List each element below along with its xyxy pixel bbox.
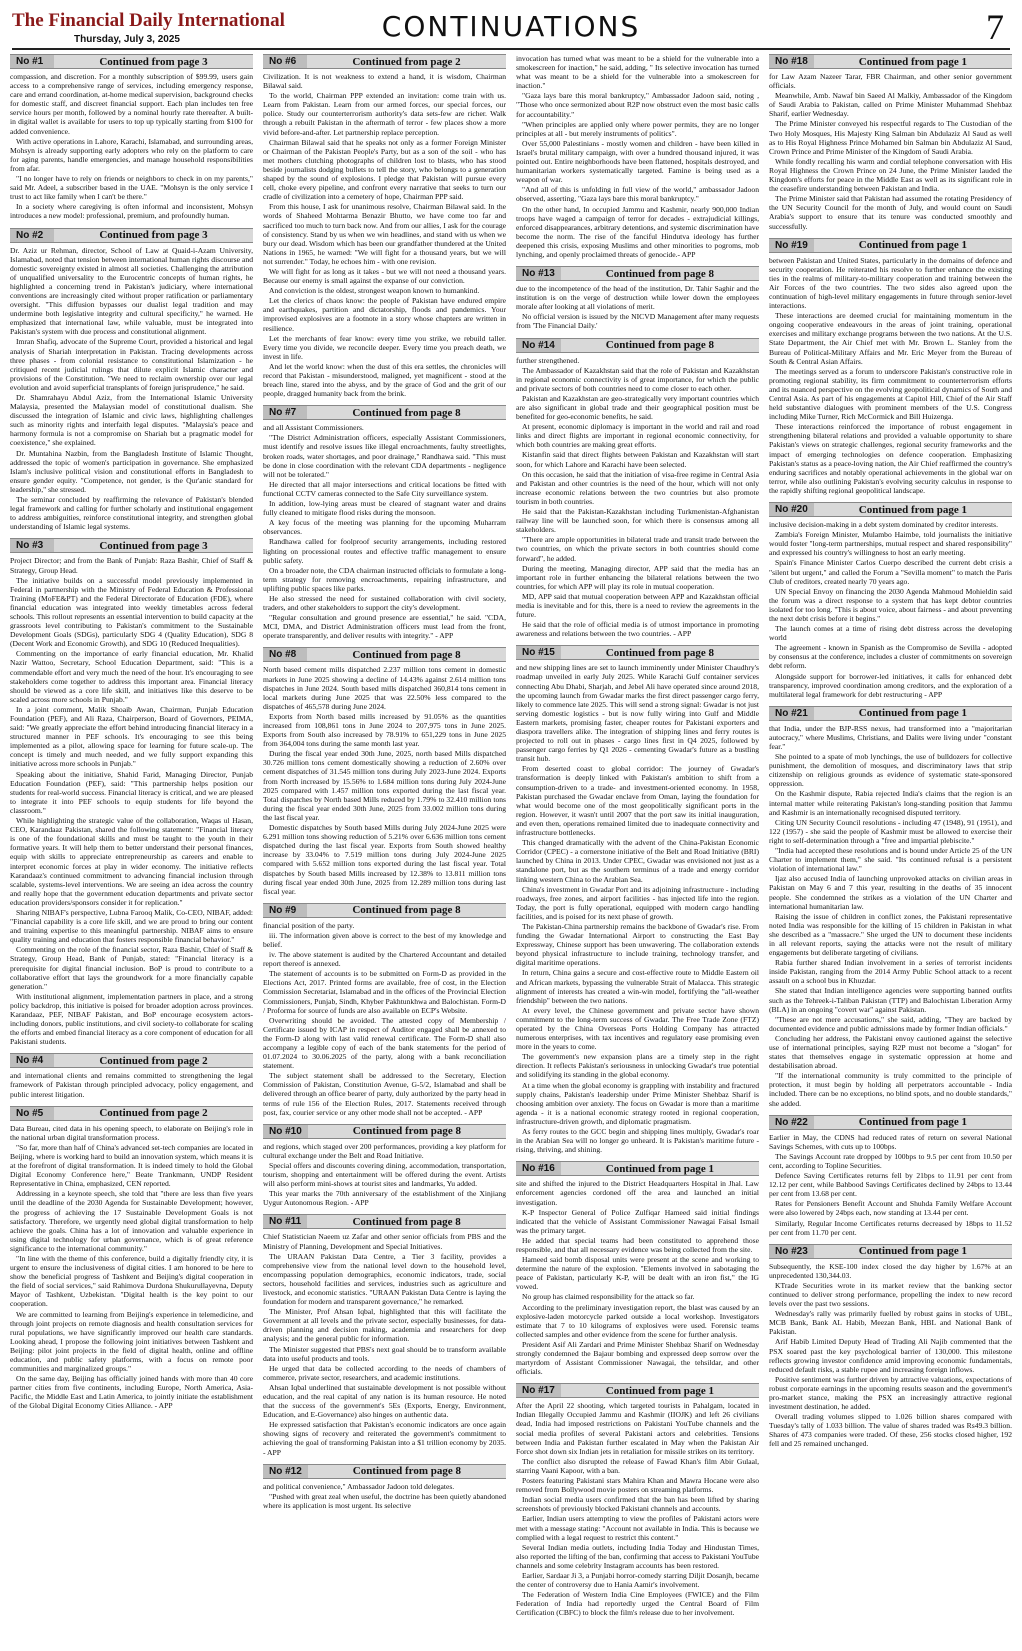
paragraph: From deserted coast to global corridor: The journey of Gwadar's transformation is deeply linked with Pakistan's ambition to shift from a consumption-driven to a trade- and investment-oriented economy. In 1958, Pakistan purchased the Gwadar enclave from Oman, laying the foundation for what would become one of the most geopolitically significant ports in the region. However, it wasn't until 2007 that the port saw its initial inauguration, and even then, operations remained limited due to inadequate connectivity and infrastructure bottlenecks. xyxy=(516,764,759,838)
paragraph: He also stressed the need for sustained collaboration with civil society, traders, and other stakeholders to support the city's development. xyxy=(263,593,506,613)
paragraph: site and shifted the injured to the District Headquarters Hospital in Jhal. Law enforcement agencies cordoned off the area and launched an initial investigation. xyxy=(516,1179,759,1207)
article-body xyxy=(516,1401,759,1617)
paragraph: Over 55,000 Palestinians - mostly women and children - have been killed in Israel's brutal military campaign, with over a hundred thousand injured, it was pointed out. Entire neighborhoods have been flattened, hospitals destroyed, and humanitarian workers systematically targeted. Famine is being used as a weapon of war. xyxy=(516,138,759,185)
paragraph: He added that special teams had been constituted to apprehend those responsible, and that all necessary evidence was being collected from the site. xyxy=(516,1235,759,1254)
article xyxy=(769,54,1012,232)
paragraph: Wednesday's rally was primarily fuelled by robust gains in stocks of UBL, MCB Bank, Bank AL Habib, Meezan Bank, HBL and National Bank of Pakistan. xyxy=(769,1309,1012,1337)
paragraph: Commenting on the role of the financial sector, Raza Bashir, Chief of Staff & Strategy, Group Head, Bank of Punjab, stated: "Financial literacy is a prerequisite for digital financial inclusion. BoP is proud to contribute to a collaborative effort that lays the groundwork for a more financially capable generation." xyxy=(10,945,253,991)
article-header xyxy=(769,1115,1012,1130)
paragraph: iv. The above statement is audited by the Chartered Accountant and detailed report thereof is annexed. xyxy=(263,950,506,969)
paragraph: Positive sentiment was further driven by attractive valuations, expectations of robust corporate earnings in the upcoming results season and the government's pro-market stance, making the PSX an increasingly attractive regional investment destination, he added. xyxy=(769,1374,1012,1412)
paragraph: Overall trading volumes slipped to 1.026 billion shares compared with Tuesday's tally of 1.033 billion. The value of shares traded was Rs49.3 billion. Shares of 473 companies were traded. Of these, 256 stocks closed higher, 192 fell and 25 remained unchanged. xyxy=(769,1412,1012,1449)
paragraph: The Savings Account rate dropped by 100bps to 9.5 per cent from 10.50 per cent, according to Topline Securities. xyxy=(769,1151,1012,1170)
article-number: No #23 xyxy=(769,1245,814,1258)
column-1 xyxy=(10,54,253,1644)
paragraph: Domestic dispatches by South based Mills during July 2024-June 2025 were 6.291 million tons showing reduction of 5.21% over 6.636 million tons cement dispatched during the last fiscal year. Exports from South showed healthy increase by 33.04% to 7.519 million tons during July 2024-June 2025 compared with 5.652 million tons exported during the last fiscal year. Total dispatches by South based Mills increased by 12.38% to 13.811 million tons during fiscal year ended 30th June, 2025 from 12.289 million tons during last fiscal year. xyxy=(263,823,506,896)
article xyxy=(516,266,759,331)
paragraph: Dr. Aziz ur Rehman, director, School of Law at Quaid-i-Azam University, Islamabad, noted that tension between international human rights discourse and domestic sovereignty existed in almost all societies. Challenging the attribution of unqualified universality to the Eurocentric concepts of human rights, he highlighted a concerning trend in Pakistan's judiciary, where international conventions are increasingly cited without proper ratification or parliamentary oversight. "This diffusion bypasses our dualist legal tradition and may undermine both legislative integrity and cultural specificity," he warned. He emphasized that international law, while valuable, must be integrated into Pakistan's system with due process and constitutional alignment. xyxy=(10,245,253,337)
continuation-label: Continued from page 8 xyxy=(352,1215,461,1228)
paragraph: inclusive decision-making in a debt system dominated by creditor interests. xyxy=(769,520,999,530)
article-header xyxy=(769,502,1012,517)
paragraph: "These are not mere accusations," she said, adding, "They are backed by documented evidence and public admissions made by former Indian officials." xyxy=(769,1014,1012,1033)
paragraph: Kistanfin said that direct flights between Pakistan and Kazakhstan will start soon, for which Lahore and Karachi have been selected. xyxy=(516,450,759,469)
article-header xyxy=(10,538,253,553)
paragraph: Let the merchants of fear know: every time you strike, we rebuild taller. Every time you divide, we reconcile deeper. Every time you preach death, we invest in life. xyxy=(263,333,506,361)
continuation-label: Continued from page 2 xyxy=(99,1107,208,1120)
article xyxy=(10,228,253,533)
article-header xyxy=(10,1106,253,1121)
paragraph: In return, China gains a secure and cost-effective route to Middle Eastern oil and African markets, bypassing the vulnerable Strait of Malacca. This strategic alignment of interests has created a win-win model, fortifying the "all-weather friendship" between the two nations. xyxy=(516,968,759,1005)
paragraph: UN Special Envoy on financing the 2030 Agenda Mahmoud Mohieldin said the forum was a direct response to a system that has kept debtor countries isolated for too long. "This is about voice, about fairness - and about preventing the next debt crisis before it begins." xyxy=(769,586,1012,623)
article-body xyxy=(10,72,253,221)
paragraph: President Asif Ali Zardari and Prime Minister Shehbaz Sharif on Wednesday strongly condemned the Bajaur bombing and expressed deep sorrow over the martyrdom of Assistant Commissioner Nawagai, the tehsildar, and other officials. xyxy=(516,1339,759,1377)
paragraph: While fondly recalling his warm and cordial telephone conversation with His Royal Highness the Crown Prince on 24 June, the Prime Minister lauded the Kingdom's efforts for peace in the Middle East as well as its significant role in the ceasefire understanding between Pakistan and India. xyxy=(769,156,1012,194)
continuation-label: Continued from page 8 xyxy=(605,646,715,659)
article xyxy=(10,1106,253,1412)
paragraph: "So far, more than half of China's advanced set-tech companies are located in Beijing, where is working hard to build an innovation system, which means it is at the forefront of digital transformation. It is indeed timely to hold the Global Digital Economy Conference here," Beate Trankmann, UNDP Resident Representative in China, emphasized, CEN reported. xyxy=(10,1142,253,1189)
paragraph: She stated that Indian intelligence agencies were supporting banned outfits such as the Tehreek-i-Taliban Pakistan (TTP) and Balochistan Liberation Army (BLA) in an ongoing "covert war" against Pakistan. xyxy=(769,986,1012,1014)
continuation-label: Continued from page 3 xyxy=(99,55,208,68)
article-number: No #3 xyxy=(10,539,54,552)
article xyxy=(769,706,1012,1109)
paragraph: The Prime Minister conveyed his respectful regards to The Custodian of the Two Holy Mosques, His Majesty King Salman bin Abdulaziz Al Saud as well as to His Royal Highness Prince Mohamed bin Salman bin Abdulaziz Al Saud, Crown Prince and Prime Minister of the Kingdom of Saudi Arabia. xyxy=(769,119,1012,156)
paragraph: Dr. Shamrahayu Abdul Aziz, from the International Islamic University Malaysia, presented the Malaysian model of constitutional dualism. She discussed the integration of Islamic and civic laws, highlighting challenges such as minority rights and interfaith legal disputes. "Malaysia's peace and harmony formula is not a compromise on Shariah but a pragmatic model for coexistence," she explained. xyxy=(10,393,253,448)
article-body xyxy=(516,54,759,259)
paragraph: In addition, low-lying areas must be cleared of stagnant water and drains fully cleaned to mitigate flood risks during the monsoon. xyxy=(263,499,506,518)
article-header xyxy=(769,238,1012,253)
continuation-label: Continued from page 1 xyxy=(858,503,968,516)
paragraph: At a time when the global economy is grappling with instability and fractured supply chains, Pakistan's leadership under Prime Minister Shehbaz Sharif is choosing ambition over anxiety. The focus on Gwadar is more than a maritime agenda - it is a national economic strategy rooted in regional cooperation, infrastructure-driven growth, and diplomatic pragmatism. xyxy=(516,1080,759,1126)
paragraph: The Federation of Western India Cine Employees (FWICE) and the Film Federation of India had reportedly urged the Central Board of Film Certification (CBFC) to block the film's release due to her involvement. xyxy=(516,1590,759,1618)
paragraph: Randhawa called for foolproof security arrangements, including restored lighting on processional routes and effective traffic management to ensure public safety. xyxy=(263,537,506,565)
paragraph: Alongside support for borrower-led initiatives, it calls for enhanced debt transparency, improved coordination among creditors, and the exploration of a multilateral legal framework for debt restructuring - APP xyxy=(769,671,1012,699)
article-number: No #6 xyxy=(263,55,307,68)
paragraph: Earlier, Indian users attempting to view the profiles of Pakistani actors were met with a message stating: "Account not available in India. This is because we complied with a legal request to restrict this content." xyxy=(516,1514,759,1542)
article-columns xyxy=(10,54,1012,1644)
paragraph: "If the international community is truly committed to the principle of protection, it must begin by holding all perpetrators accountable - India included. There can be no exceptions, no blind spots, and no double standards," she added. xyxy=(769,1071,1012,1108)
paragraph: and regions, which staged over 200 performances, providing a key platform for cultural exchange under the Belt and Road Initiative. xyxy=(263,1141,506,1160)
paragraph: No group has claimed responsibility for the attack so far. xyxy=(522,1292,695,1302)
article-header xyxy=(10,228,253,243)
article-body xyxy=(263,423,506,640)
article-header xyxy=(769,1244,1012,1259)
paragraph: Concluding her address, the Pakistani envoy cautioned against the selective use of international principles, saying R2P must not become a "slogan" for states that themselves engage in systematic oppression at home and destabilisation abroad. xyxy=(769,1033,1012,1071)
article-header xyxy=(263,1464,506,1479)
article-header xyxy=(263,647,506,662)
paragraph: MD, APP said that mutual cooperation between APP and Kazakhstan official media is inevitable and for this, there is a need to review the agreements in the future. xyxy=(516,591,759,620)
paragraph: compassion, and discretion. For a monthly subscription of $99.99, users gain access to a comprehensive range of services, including emergency response, care and errand coordination, at-home medical supervision, background checks for domestic staff, and discreet financial support. Each plan includes ten free service hours per month, followed by a nominal hourly rate thereafter. A built-in digital wallet is available for users to top up typically starting from $100 for added convenience. xyxy=(10,72,253,136)
article xyxy=(10,1053,253,1099)
paragraph: The meetings served as a forum to underscore Pakistan's constructive role in promoting regional stability, its firm commitment to counterterrorism efforts and its nuanced perspective on the evolving geopolitical dynamics of South and Central Asia. As part of his engagements at Capitol Hill, Chief of the Air Staff held substantive dialogues with prominent members of the U.S. Congress including Mike Turner, Rich McCormick and Bill Huizenga. xyxy=(769,366,1012,422)
paragraph: Citing UN Security Council resolutions - including 47 (1948), 91 (1951), and 122 (1957) - she said the people of Kashmir must be allowed to exercise their right to self-determination through a "free and impartial plebiscite." xyxy=(769,817,1012,845)
article xyxy=(263,647,506,896)
paragraph: further strengthened. xyxy=(516,355,580,365)
paragraph: In a joint comment, Malik Shoaib Awan, Chairman, Punjab Education Foundation (PEF), and Ali Raza, Chairperson, Board of Governors, PEIMA, said: "We greatly appreciate the effort behind introducing financial literacy in a structured manner in PEF schools. It's encouraging to see this being implemented as a pilot, allowing space for learning for future scale-up. The concept is timely and much needed, and we fully support expanding this initiative across more schools in Punjab." xyxy=(10,704,253,769)
paragraph: North based cement mills dispatched 2.237 million tons cement in domestic markets in June 2025 showing a decline of 14.43% against 2.614 million tons dispatches in June 2024. South based mills dispatched 360,814 tons cement in local markets during June 2025 that was 22.50% less compared to the dispatches of 465,578 during June 2024. xyxy=(263,665,506,711)
article-body xyxy=(769,1262,1012,1449)
article-number: No #19 xyxy=(769,239,814,252)
article-body xyxy=(263,1482,506,1510)
paragraph: The seminar concluded by reaffirming the relevance of Pakistan's blended legal framework and calling for further scholarly and institutional engagement to address ambiguities, reinforce constitutional integrity, and strengthen global understanding of Islamic legal systems. xyxy=(10,495,253,532)
paragraph: The Minister, Prof Ahsan Iqbal, highlighted that this will facilitate the Government at all levels and the private sector, especially businesses, for data-driven planning and decision making, academia and researchers for deep analysis; and the general public for information. xyxy=(263,1307,506,1344)
article-body xyxy=(10,556,253,1046)
paragraph: While highlighting the strategic value of the collaboration, Waqas ul Hasan, CEO, Karandaaz Pakistan, shared the following statement: "Financial literacy is one of the foundational skills and must be taught to the youth in their formative years. It will help them to better understand their personal finances, equip with skills to appreciate entrepreneurship as careers and enable to interpret economic forces at play in wider economy. The initiative reflects Karandaaz's continued commitment to advancing financial inclusion through scalable, systems-level interventions. We are seeing an idea across the country and really hope that the government education departments and private sector education providers/sponsors consider it for replication." xyxy=(10,816,253,907)
paragraph: "The District Administration officers, especially Assistant Commissioners, must identify and resolve issues like illegal encroachments, faulty streetlights, broken roads, water shortages, and poor drainage," Randhawa said. "This must be done in close coordination with the relevant CDA departments - negligence will not be tolerated." xyxy=(263,433,506,479)
paragraph: Addressing in a keynote speech, she told that "there are less than five years until the deadline of the 2030 Agenda for Sustainable Development; however, the progress of achieving the 17 Sustainable Development Goals is not satisfactory. Therefore, we urgently need global digital transformation to help achieve the goals. China has a lot of innovation and valuable experience in using digital technology for urban governance, which is of great reference significance to the international community." xyxy=(10,1189,253,1253)
continuation-label: Continued from page 1 xyxy=(858,1116,968,1129)
paragraph: Indian social media users confirmed that the ban has been lifted by sharing screenshots of previously blocked Pakistani channels and accounts. xyxy=(516,1495,759,1514)
paragraph: The Minister suggested that PBS's next goal should be to transform available data into useful products and tools. xyxy=(263,1344,506,1363)
article-number: No #15 xyxy=(516,646,561,659)
paragraph: "Regular consultation and ground presence are essential," he said. "CDA, MCI, DMA, and District Administration officers must lead from the front, operate transparently, and deliver results with integrity." - APP xyxy=(263,613,506,641)
article-body xyxy=(10,1071,253,1098)
paragraph: invocation has turned what was meant to be a shield for the vulnerable into a smokescreen for inaction," he said, adding, " Its selective invocation has turned what was meant to be a shield for the vulnerable into a smokescreen for inaction." xyxy=(516,54,759,91)
paragraph: And conviction is the oldest, strongest weapon known to humankind. xyxy=(269,286,480,296)
article-body xyxy=(769,724,1012,1108)
paragraph: He said that the role of official media is of utmost importance in promoting awareness and relations between the two countries. - APP xyxy=(516,620,759,639)
article xyxy=(263,405,506,641)
paragraph: Earlier in May, the CDNS had reduced rates of return on several National Savings Schemes, with cuts up to 100bps. xyxy=(769,1132,1012,1151)
article xyxy=(10,538,253,1047)
article-header xyxy=(263,903,506,918)
paragraph: On this occasion, he said that the initiation of visa-free regime in Central Asia and Pakistan and other countries is the need of the hour, which will not only increase economic relations between the two countries but also promote tourism in both countries. xyxy=(516,469,759,506)
paragraph: Sharing NIBAF's perspective, Lubna Farooq Malik, Co-CEO, NIBAF, added: "Financial capability is a core life skill, and we are proud to bring our content and training expertise to this meaningful partnership. NIBAF aims to ensure quality training and education that fosters responsible financial behavior." xyxy=(10,907,253,945)
article xyxy=(263,1214,506,1457)
article-body xyxy=(769,256,1012,495)
paragraph: On the same day, Beijing has officially joined hands with more than 40 core partner cities from five continents, including Europe, North America, Asia-Pacific, the Middle East and Latin America, to jointly initiate the establishment of the Global Digital Economy Cities Alliance. - APP xyxy=(10,1374,253,1411)
article-number: No #8 xyxy=(263,648,307,661)
paragraph: The statement of accounts is to be submitted on Form-D as provided in the Elections Act, 2017. Printed forms are available, free of cost, in the Election Commission Secretariat, Islamabad and in the offices of the Provincial Election Commissioners, Punjab, Sindh, Khyber Pakhtunkhwa and Balochistan. Form-D / Proforma for source of funds are also available on ECP's Website. xyxy=(263,969,506,1015)
paragraph: "And all of this is unfolding in full view of the world," ambassador Jadoon observed, asserting, "Gaza lays bare this moral bankruptcy." xyxy=(516,185,759,204)
paragraph: Subsequently, the KSE-100 index closed the day higher by 1.67% at an unprecedented 130,344.03. xyxy=(769,1261,1012,1280)
article-number: No #4 xyxy=(10,1054,54,1067)
paragraph: We will fight for as long as it takes - but we will not need a thousand years. Because our enemy is small against the expanse of our conviction. xyxy=(263,266,506,286)
paragraph: Commenting on the importance of early financial education, Mr. Khalid Nazir Wattoo, Secretary, School Education Department, said: "This is a commendable effort and very much the need of the hour. It's encouraging to see stakeholders come together to address this important area. Financial literacy should be viewed as a core life skill, and initiatives like this deserve to be scaled across more schools in Punjab." xyxy=(10,649,253,704)
paragraph: that India, under the BJP-RSS nexus, had transformed into a "majoritarian autocracy," where Muslims, Christians, and Dalits were living under "constant fear." xyxy=(769,723,1012,751)
paragraph: Arif Habib Limited Deputy Head of Trading Ali Najib commented that the PSX soared past the key psychological barrier of 130,000. This milestone reflects growing investor confidence amid improving economic fundamentals, reduced default risks, a stable rupee and increasing foreign inflows. xyxy=(769,1337,1012,1374)
article xyxy=(10,54,253,222)
paragraph: Civilization. It is not weakness to extend a hand, it is wisdom, Chairman Bilawal said. xyxy=(263,72,506,91)
paragraph: KTrade Securities wrote in its market review that the banking sector continued to deliver strong performance, propelling the index to new record levels over the past two sessions. xyxy=(769,1280,1012,1309)
paragraph: To the world, Chairman PPP extended an invitation: come train with us. Learn from Pakistan. Learn from our armed forces, our special forces, our police. Study our counterterrorism authority's data sets-few are richer. Walk through a rebuilt Pakistan in the aftermath of terror - few places show a more vivid before-and-after. Let partnership replace perception. xyxy=(263,91,506,137)
continuation-label: Continued from page 8 xyxy=(352,648,461,661)
paragraph: Several Indian media outlets, including India Today and Hindustan Times, also reported the lifting of the ban, confirming that access to Pakistani YouTube channels and some celebrity Instagram accounts has been restored. xyxy=(516,1542,759,1570)
paragraph: We are committed to learning from Beijing's experience in telemedicine, and through joint projects on remote diagnosis and health consultation services for rural populations, we have significantly improved our health care standards. Looking ahead, I propose the following joint initiatives between Tashkent and Beijing: pilot joint projects in the field of digital health, online and offline education, and public safety platforms, with a focus on remote poor communities and marginalized groups." xyxy=(10,1309,253,1374)
paragraph: The URAAN Pakistan Data Centre, a Tier 3 facility, provides a comprehensive view from the national level down to the household level, encompassing population demographics, economic indicators, trade, social sectors, household facilities and services, industries such as agriculture and livestock, and economic statistics. "URAAN Pakistan Data Centre is laying the foundation for modern and transparent governance," he remarked. xyxy=(263,1251,506,1307)
article-header xyxy=(10,54,253,69)
paragraph: In a society where caregiving is often informal and inconsistent, Mohsyn introduces a new model: professional, premium, and profoundly human. xyxy=(10,202,253,221)
article xyxy=(263,903,506,1118)
paragraph: Overwriting should be avoided. The attested copy of Membership / Certificate issued by ICAP in respect of Auditor engaged shall be annexed to the Form-D along with last valid renewal certificate. The Form-D shall also accompany a legible copy of each of the bank statements for the period of 01.07.2024 to 30.06.2025 of the party, along with a bank reconciliation statement. xyxy=(263,1015,506,1071)
paragraph: Imran Shafiq, advocate of the Supreme Court, provided a historical and legal analysis of Shariah interpretation in Pakistan. Tracing developments across three phases - from colonial resistance to constitutional Islamization - he critiqued recent judicial rulings that dilute explicit Islamic character and provisions of the Constitution. "We need to reclaim ownership over our legal evolution and avoid superficial transplants of foreign jurisprudence," he said. xyxy=(10,337,253,392)
paragraph: Zambia's Foreign Minister, Mulambo Haimbe, told journalists the initiative would foster "long-term partnerships, mutual respect and shared responsibility" and expressed his country's willingness to host an early meeting. xyxy=(769,530,1012,558)
paragraph: These interactions are deemed crucial for maintaining momentum in the ongoing cooperative endeavours in the areas of joint training, operational exercises and military exchange programs between the two nations. At the U.S. State Department, the Air Chief met with Mr. Brown L. Stanley from the Bureau of Political-Military Affairs and Mr. Eric Meyer from the Bureau of South & Central Asian Affairs. xyxy=(769,311,1012,366)
article-number: No #20 xyxy=(769,503,814,516)
paragraph: Posters featuring Pakistani stars Mahira Khan and Mawra Hocane were also removed from Bollywood movie posters on streaming platforms. xyxy=(516,1476,759,1495)
paragraph: At every level, the Chinese government and private sector have shown commitment to the long-term success of Gwadar. The Free Trade Zone (FTZ) operated by the China Overseas Ports Holding Company has attracted numerous enterprises, with tax incentives and regulatory ease promising even more in the years to come. xyxy=(516,1005,759,1052)
article-body xyxy=(769,520,1012,699)
paragraph: Let the clerics of chaos know: the people of Pakistan have endured empire and earthquakes, partition and dictatorship, floods and pandemics. Your improvised explosives are a footnote in a story whose chapters are written in resilience. xyxy=(263,296,506,333)
article-header xyxy=(516,1383,759,1398)
column-2 xyxy=(263,54,506,1644)
article-number: No #1 xyxy=(10,55,54,68)
paragraph: The subject statement shall be addressed to the Secretary, Election Commission of Pakistan, Constitution Avenue, G-5/2, Islamabad and shall be delivered through an office bearer of party, duly authorized by the party head in terms of rule 156 of the Election Rules, 2017. Statements received through post, fax, courier service or any other mode shall not be accepted. - APP xyxy=(263,1071,506,1117)
paragraph: Project Director; and from the Bank of Punjab: Raza Bashir, Chief of Staff & Strategy, Group Head. xyxy=(10,556,253,575)
article-number: No #18 xyxy=(769,55,814,68)
article-number: No #22 xyxy=(769,1116,814,1129)
paragraph: The government's new expansion plans are a timely step in the right direction. It reflects Pakistan's seriousness in unlocking Gwadar's true potential and solidifying its standing in the global economy. xyxy=(516,1052,759,1080)
paragraph: According to the preliminary investigation report, the blast was caused by an explosive-laden motorcycle parked outside a local workshop. Investigators estimate that 7 to 10 kilograms of explosives were used. Forensic teams collected samples and other evidence from the scene for further analysis. xyxy=(516,1302,759,1339)
continuation-label: Continued from page 1 xyxy=(605,1162,715,1175)
article-header xyxy=(769,54,1012,69)
page-number: 7 xyxy=(986,7,1004,47)
article-header xyxy=(263,1214,506,1229)
paragraph: "When principles are applied only where power permits, they are no longer principles at all - but merely instruments of politics". xyxy=(516,119,759,138)
paragraph: He urged that data be collected according to the needs of chambers of commerce, private sector, researchers, and academic institutions. xyxy=(263,1363,506,1382)
paragraph: With institutional alignment, implementation partners in place, and a strong policy backdrop, this initiative is poised for broader adoption across provinces. Karandaaz, PEF, NIBAF Pakistan, and BoP encourage ecosystem actors-including donors, public institutions, and civil society-to collaborate for scaling the efforts and embed financial literacy as a core component of education for all Pakistani students. xyxy=(10,991,253,1047)
article-header xyxy=(516,1161,759,1176)
paragraph: A key focus of the meeting was planning for the upcoming Muharram observances. xyxy=(263,518,506,537)
paragraph: financial position of the party. xyxy=(263,920,355,930)
continuation-label: Continued from page 1 xyxy=(605,1384,715,1397)
continuation-label: Continued from page 2 xyxy=(99,1054,208,1067)
paragraph: Data Bureau, cited data in his opening speech, to elaborate on Beijing's role in the national urban digital transformation process. xyxy=(10,1123,253,1142)
paragraph: Pakistan and Kazakhstan are geo-strategically very important countries which are also significant in global trade and their geographical position must be benefited for geo-economic benefits, he said. xyxy=(516,393,759,422)
paragraph: These interactions reinforced the importance of robust engagement in strengthening bilateral relations and provided a valuable opportunity to share Pakistan's views on strategic challenges, regional security frameworks and the impact of emerging technologies on defence cooperation. Emphasizing Pakistan's status as a peace-loving nation, the Air Chief reaffirmed the country's enduring sacrifices and notably operational achievements in the global war on terror, while also outlining Pakistan's evolving security calculus in response to the rapidly shifting regional geopolitical landscape. xyxy=(769,422,1012,495)
paragraph: and political convenience," Ambassador Jadoon told delegates. xyxy=(263,1481,455,1491)
paragraph: He expressed satisfaction that Pakistan's economic indicators are once again showing signs of recovery and reiterated the government's commitment to achieving the goal of transforming Pakistan into a $1 trillion economy by 2035. - APP xyxy=(263,1420,506,1457)
paragraph: Ijaz also accused India of launching unprovoked attacks on civilian areas in Pakistan on May 6 and 7 this year, resulting in the deaths of 35 innocent people. She condemned the strikes as a violation of the UN Charter and international humanitarian law. xyxy=(769,874,1012,911)
paragraph: And let the world know: when the dust of this era settles, the chronicles will record that Pakistan - misunderstood, maligned, yet magnificent - stood at the breach line, stared into the abyss, and by the grace of God and the grit of our people, dragged humanity back from the brink. xyxy=(263,361,506,399)
paragraph: Exports from North based mills increased by 91.05% as the quantities increased from 108,861 tons in June 2024 to 207,975 tons in June 2025. Exports from South also increased by 78.91% to 651,229 tons in June 2025 from 364,004 tons during the same month last year. xyxy=(263,711,506,749)
article-header xyxy=(263,405,506,420)
continuation-label: Continued from page 8 xyxy=(352,1125,462,1138)
paragraph: between Pakistan and United States, particularly in the domains of defence and security cooperation. He reiterated his resolve to further enhance the existing ties in the realms of military-to-military cooperation and training between the Air Forces of the two countries. The two sides also agreed upon the continuation of high-level military engagements in future through senior-level interactions. xyxy=(769,255,1012,311)
article xyxy=(263,1464,506,1511)
article-header xyxy=(263,54,506,69)
article-body xyxy=(263,921,506,1117)
paragraph: Similarly, Regular Income Certificates returns decreased by 18bps to 11.52 per cent from 11.70 per cent. xyxy=(769,1218,1012,1237)
article-header xyxy=(263,1124,506,1139)
paragraph: iii. The information given above is correct to the best of my knowledge and belief. xyxy=(263,930,506,949)
paragraph: "There are ample opportunities in bilateral trade and transit trade between the two countries, on which the private sectors in both countries should come forward", he added. xyxy=(516,535,759,563)
article-number: No #11 xyxy=(263,1215,307,1228)
paragraph: The conflict also disrupted the release of Fawad Khan's film Abir Gulaal, starring Vaani Kapoor, with a ban. xyxy=(516,1456,759,1475)
paragraph: He directed that all major intersections and critical locations be fitted with functional CCTV cameras connected to the Safe City surveillance system. xyxy=(263,479,506,498)
article-number: No #5 xyxy=(10,1107,54,1120)
paragraph: The agreement - known in Spanish as the Compromiso de Sevilla - adopted by consensus at the conference, includes a cluster of commitments on sovereign debt reform. xyxy=(769,643,1012,671)
continuation-label: Continued from page 8 xyxy=(605,267,715,280)
article xyxy=(516,1383,759,1618)
article-header xyxy=(10,1053,253,1068)
paragraph: This year marks the 70th anniversary of the establishment of the Xinjiang Uygur Autonomous Region. - APP xyxy=(263,1189,506,1208)
article-body xyxy=(516,663,759,1154)
paragraph: Chief Statistician Naeem uz Zafar and other senior officials from PBS and the Ministry of Planning, Development and Special Initiatives. xyxy=(263,1232,506,1251)
paragraph: China's investment in Gwadar Port and its adjoining infrastructure - including roadways, free zones, and airport facilities - has injected life into the region. Today, the port is fully operational, equipped with modern cargo handling facilities, and is poised for its next phase of growth. xyxy=(516,884,759,921)
paragraph: He said that the Pakistan-Kazakhstan including Turkmenistan-Afghanistan railway line will be launched soon, for which there is consensus among all stakeholders. xyxy=(516,507,759,535)
paragraph: and new shipping lines are set to launch imminently under Minister Chaudhry's roadmap unveiled in early July 2025. While Karachi Gulf container services connecting Abu Dhabi, Sharjah, and Jebel Ali have operated since around 2018, the upcoming launch from Gwadar marks the first direct passenger cargo ferry, likely to commence late 2025. This will send a strong signal: Gwadar is not just serving domestic logistics - but is now fully wiring into Gulf and Middle Eastern markets, promising faster, cheaper routes for Pakistani exporters and diaspora travellers alike. The integration of shipping lines and ferry routes is projected to roll out in phases - cargo lines first in Q4 2025, followed by passenger cargo ferries by Q1 2026 - cementing Gwadar's future as a bustling transit hub. xyxy=(516,663,759,764)
paragraph: The Ambassador of Kazakhstan said that the role of Pakistan and Kazakhstan in regional economic connectivity is of great importance, for which the public and private sectors of both countries need to come closer to each other. xyxy=(516,365,759,393)
continuation-label: Continued from page 2 xyxy=(352,55,461,68)
paragraph: After the April 22 shooting, which targeted tourists in Pahalgam, located in Indian Illegally Occupied Jammu and Kashmir (IIOJK) and left 26 civilians dead, India had imposed restrictions on Pakistani YouTube channels and the social media profiles of several Pakistani actors and celebrities. Tensions between India and Pakistan further escalated in May when the Pakistan Air Force shot down six Indian jets in retaliation for missile strikes on its territory. xyxy=(516,1401,759,1456)
paragraph: and international clients and remains committed to strengthening the legal framework of Pakistan through principled advocacy, policy engagement, and public interest litigation. xyxy=(10,1071,253,1099)
column-3 xyxy=(516,54,759,1644)
continuation-label: Continued from page 8 xyxy=(605,339,715,352)
paragraph: On a broader note, the CDA chairman instructed officials to formulate a long-term strategy for removing encroachments, repairing infrastructure, and uplifting public spaces like parks. xyxy=(263,565,506,593)
paragraph: Earlier, Sardaar Ji 3, a Punjabi horror-comedy starring Diljit Dosanjh, became the center of controversy due to Hania Aamir's involvement. xyxy=(516,1570,759,1590)
paragraph: During the meeting, Managing director, APP said that the media has an important role in further enhancing the bilateral relations between the two countries, for which APP will play its role in mutual cooperation. xyxy=(516,563,759,591)
section-title: CONTINUATIONS xyxy=(381,10,641,43)
paragraph: Meanwhile, Amb. Nawaf bin Saeed Al Malkiy, Ambassador of the Kingdom of Saudi Arabia to Pakistan, called on Prime Minister Muhammad Shehbaz Sharif, earlier Wednesday. xyxy=(769,91,1012,119)
paragraph: No official version is issued by the NICVD Management after many requests from 'The Financial Daily.' xyxy=(516,312,759,331)
continuation-label: Continued from page 8 xyxy=(352,1465,462,1478)
paragraph: At present, economic diplomacy is important in the world and rail and road links and direct flights are important in regional economic connectivity, for which both countries are making great efforts. xyxy=(516,422,759,450)
paragraph: "I no longer have to rely on friends or neighbors to check in on my parents," said Mr. Adeel, a subscriber based in the UAE. "Mohsyn is the only service I trust to act like family when I can't be there." xyxy=(10,174,253,202)
continuation-label: Continued from page 1 xyxy=(858,707,968,720)
continuation-label: Continued from page 8 xyxy=(352,904,461,917)
continuation-label: Continued from page 1 xyxy=(858,239,968,252)
paragraph: The Prime Minister said that Pakistan had assumed the rotating Presidency of the UN Security Council for the month of July, and would count on Saudi Arabia's support to ensure that its tenure was conducted smoothly and successfully. xyxy=(769,194,1012,231)
article xyxy=(516,645,759,1155)
paragraph: and all Assistant Commissioners. xyxy=(263,423,364,433)
paragraph: The launch comes at a time of rising debt distress across the developing world xyxy=(769,624,1012,643)
article-number: No #14 xyxy=(516,339,561,352)
article-body xyxy=(263,1232,506,1456)
paragraph: due to the incompetence of the head of the institution, Dr. Tahir Saghir and the institution is on the verge of destruction while lower down the employees morale after looking at all violations of merit. xyxy=(516,284,759,312)
article-body xyxy=(263,1142,506,1208)
paragraph: "In line with the theme of this conference, build a digitally friendly city, it is urgent to ensure the inclusiveness of digital cities. I am honored to be here to show the beneficial progress of Tashkent and Beijing's digital cooperation in the field of social services," said Rahimova Durdona Shukurullayevna, Deputy Mayor of Tashkent, Uzbekistan. "Digital health is the key point to our cooperation. xyxy=(10,1253,253,1309)
article-body xyxy=(769,1133,1012,1237)
article-body xyxy=(516,284,759,330)
page-header xyxy=(12,6,1010,50)
paragraph: Special offers and discounts covering dining, accommodation, transportation, tourism, shopping and entertainment will be offered during the event. Artists will also perform mini-shows at tourist sites and landmarks, Yu added. xyxy=(263,1160,506,1189)
paragraph: Ahsan Iqbal underlined that sustainable development is not possible without education, and the real capital of any nation is its human resource. He noted that the success of the government's 5Es (Exports, Energy, Environment, Education, and E-Governance) also hinges on authentic data. xyxy=(263,1382,506,1420)
article-number: No #2 xyxy=(10,229,54,242)
paragraph: Raising the issue of children in conflict zones, the Pakistani representative noted India was responsible for the killing of 15 children in Pakistan in what she described as a "massacre." She urged the UN to document these incidents in all relevant reports, saying the attacks were not the result of military engagements but deliberate targeting of civilians. xyxy=(769,911,1012,958)
article-header xyxy=(516,266,759,281)
article-body xyxy=(10,1124,253,1411)
continuation-label: Continued from page 1 xyxy=(858,55,968,68)
paragraph: With active operations in Lahore, Karachi, Islamabad, and surrounding areas, Mohsyn is already supporting early adopters who rely on the platform to care for aging parents, handle emergencies, and manage household responsibilities from afar. xyxy=(10,136,253,173)
paragraph: Defence Saving Certificates returns fell by 21bps to 11.91 per cent from 12.12 per cent, while Bahbood Savings Certificates declined by 24bps to 13.44 per cent from 13.68 per cent. xyxy=(769,1171,1012,1199)
article xyxy=(769,238,1012,496)
paragraph: "Gaza lays bare this moral bankruptcy," Ambassador Jadoon said, noting , "Those who once sermonized about R2P now obstruct even the most basic calls for accountability." xyxy=(516,91,759,119)
dateline: Thursday, July 3, 2025 xyxy=(74,34,180,45)
article-header xyxy=(769,706,1012,721)
paragraph: for Law Azam Nazeer Tarar, FBR Chairman, and other senior government officials. xyxy=(769,72,1012,91)
continuation-label: Continued from page 1 xyxy=(858,1245,968,1258)
article-header xyxy=(516,645,759,660)
article-number: No #12 xyxy=(263,1465,308,1478)
paragraph: On the Kashmir dispute, Rabia rejected India's claims that the region is an internal matter while reiterating Pakistan's long-standing position that Jammu and Kashmir is an internationally recognised disputed territory. xyxy=(769,789,1012,817)
paragraph: K-P Inspector General of Police Zulfiqar Hameed said initial findings indicated that the vehicle of Assistant Commissioner Nawagai Faisal Ismail was the primary target. xyxy=(516,1207,759,1235)
article-body xyxy=(516,356,759,639)
paragraph: The Pakistan-China partnership remains the backbone of Gwadar's rise. From funding the Gwadar International Airport to constructing the East Bay Expressway, Chinese support has been unwavering. The collaboration extends beyond physical infrastructure to include training, technology transfer, and digital maritime operations. xyxy=(516,921,759,968)
article xyxy=(516,338,759,640)
paragraph: Speaking about the initiative, Shahid Farid, Managing Director, Punjab Education Foundation (PEF), said: "This partnership helps position our students for real-world success. Financial literacy is critical, and we are pleased to integrate it into PEF schools to equip students for life beyond the classroom." xyxy=(10,769,253,815)
paragraph: As ferry routes to the GCC begin and shipping lines multiply, Gwadar's roar in the Arabian Sea will no longer go unheard. It is Pakistan's maritime future - rising, thriving, and shining. xyxy=(516,1127,759,1155)
article-body xyxy=(516,1179,759,1376)
article xyxy=(516,1161,759,1377)
continuation-label: Continued from page 8 xyxy=(352,406,461,419)
paragraph: Spain's Finance Minister Carlos Cuerpo described the current debt crisis a "silent but urgent," and called the Forum a "Sevilla moment" to match the Paris Club of creditors, created nearly 70 years ago. xyxy=(769,558,1012,586)
paragraph: On the other hand, In occupied Jammu and Kashmir, nearly 900,000 Indian troops have waged a campaign of terror for decades - extrajudicial killings, enforced disappearances, arbitrary detentions, and systemic discrimination have become the norm. The rise of the fanciful Hindutva ideology has further deepened this crisis, exposing Muslims and other minorities to pogroms, mob lynching, and openly proclaimed threats of genocide.- APP xyxy=(516,204,759,259)
article-number: No #13 xyxy=(516,267,561,280)
paragraph: Rabia further shared Indian involvement in a series of terrorist incidents inside Pakistan, ranging from the 2014 Army Public School attack to a recent assault on a school bus in Khuzdar. xyxy=(769,958,1012,986)
paragraph: Rates for Pensioners Benefit Account and Shuhda Family Welfare Account were also lowered by 24bps each, now standing at 13.44 per cent. xyxy=(769,1199,1012,1218)
paragraph: Dr. Muntahina Nazbin, from the Bangladesh Institute of Islamic Thought, addressed the topic of women's participation in governance. She emphasized Islam's inclusive political vision and constitutional efforts in Bangladesh to ensure gender equity. "Competence, not gender, is the Qur'anic standard for leadership," she stressed. xyxy=(10,448,253,494)
article-number: No #16 xyxy=(516,1162,561,1175)
paragraph: Chairman Bilawal said that he speaks not only as a former Foreign Minister or Chairman of the Pakistan People's Party, but as a son of the soil - who has met mothers clutching photographs of children lost to blasts, who has stood beside journalists dodging bullets to tell the story, who belongs to a generation shaped by the sound of explosions. I pledge that Pakistan will pursue every cell, choke every pipeline, and confront every narrative that seeks to turn our cradle of civilization into a cemetery of hope, Chairman PPP said. xyxy=(263,137,506,202)
continuation-label: Continued from page 3 xyxy=(99,229,208,241)
article-body xyxy=(263,665,506,895)
paragraph: From this house, I ask for unanimous resolve, Chairman Bilawal said. In the words of Shaheed Mohtarma Benazir Bhutto, we have come too far and sacrificed too much to turn back now. And from our allies, I ask for the courage of consistency. Stand by us when we win headlines, and stand with us when we bury our dead. Wisdom which has been our grandfather thundered at the United Nations in 1965, he warned: "We will fight for a thousand years, but we will not surrender." Today, he echoes him - with one revision. xyxy=(263,202,506,266)
article xyxy=(769,502,1012,700)
article-number: No #7 xyxy=(263,406,307,419)
article-number: No #17 xyxy=(516,1384,561,1397)
paragraph: "India had accepted these resolutions and is bound under Article 25 of the UN Charter to implement them," she said. "Its continued refusal is a persistent violation of international law." xyxy=(769,846,1012,874)
article-number: No #10 xyxy=(263,1125,308,1138)
paragraph: The initiative builds on a successful model previously implemented in Federal in partnership with the Ministry of Federal Education & Professional Training (MoFE&PT) and the Federal Directorate of Education (FDE), where financial education was integrated into weekly timetables across federal schools. This rollout represents an essential intervention to build capacity at the grassroots level contributing to Pakistan's commitment to the Sustainable Development Goals (SDGs), particularly SDG 4 (Quality Education), SDG 8 (Decent Work and Economic Growth), and SDG 10 (Reduced Inequalities). xyxy=(10,575,253,649)
article-number: No #9 xyxy=(263,904,307,917)
article-number: No #21 xyxy=(769,707,814,720)
continuation-label: Continued from page 3 xyxy=(99,539,208,552)
masthead: The Financial Daily International xyxy=(12,10,285,31)
article xyxy=(263,1124,506,1209)
article-body xyxy=(769,72,1012,231)
paragraph: During the fiscal year ended 30th June, 2025, north based Mills dispatched 30.726 million tons cement domestically showing a reduction of 2.60% over cement dispatches of 31.545 million tons during July 2023-June 2024. Exports from North increased by 15.56% to 1.684 million tons during July 2024-June 2025 compared with 1.457 million tons exported during the last fiscal year. Total dispatches by North based Mills reduced by 1.79% to 32.410 million tons during the fiscal year ended 30th June, 2025 from 33.002 million tons during the last fiscal year. xyxy=(263,749,506,822)
column-4 xyxy=(769,54,1012,1644)
paragraph: "Pushed with great zeal when useful, the doctrine has been quietly abandoned where its application is most urgent. Its selective xyxy=(263,1491,506,1510)
paragraph: She pointed to a spate of mob lynchings, the use of bulldozers for collective punishment, the demolition of mosques, and discriminatory laws that strip citizenship on religious grounds as evidence of systematic state-sponsored oppression. xyxy=(769,752,1012,789)
article-body xyxy=(263,72,506,398)
article xyxy=(516,54,759,260)
article-header xyxy=(516,338,759,353)
paragraph: Hameed said bomb disposal units were present at the scene and working to determine the nature of the explosion. "Elements involved in sabotaging the peace of Pakistan, particularly K-P, will be dealt with an iron fist," the IG vowed. xyxy=(516,1255,759,1292)
article-body xyxy=(10,246,253,532)
article xyxy=(769,1115,1012,1238)
paragraph: This changed dramatically with the advent of the China-Pakistan Economic Corridor (CPEC) - a cornerstone initiative of the Belt and Road Initiative (BRI) launched by China in 2013. Under CPEC, Gwadar was envisioned not just as a standalone port, but as the southern terminus of a trade and energy corridor linking western China to the Arabian Sea. xyxy=(516,838,759,884)
article xyxy=(769,1244,1012,1450)
article xyxy=(263,54,506,399)
